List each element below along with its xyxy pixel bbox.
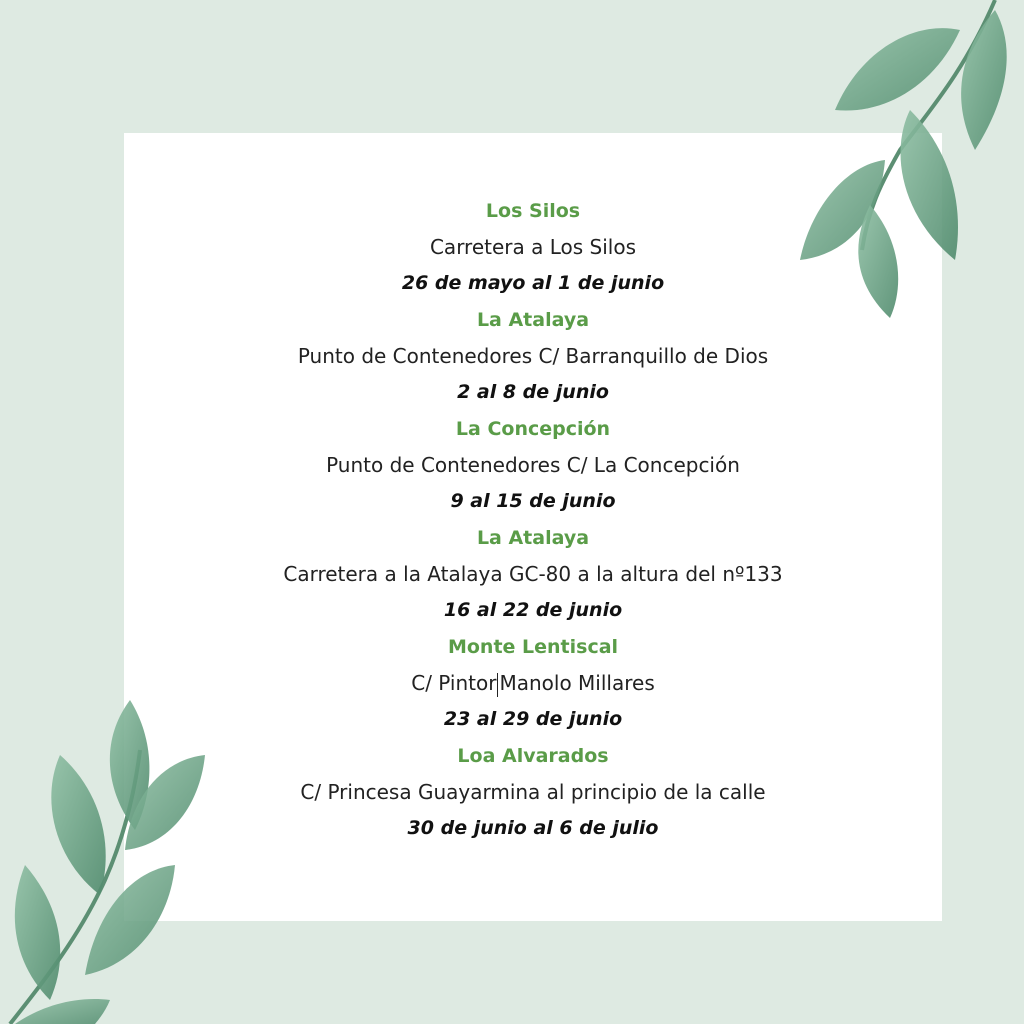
place-title: La Concepción: [455, 418, 611, 440]
date-range: 16 al 22 de junio: [443, 599, 623, 621]
place-title: Monte Lentiscal: [447, 636, 619, 658]
place-title: Loa Alvarados: [457, 745, 609, 767]
schedule-entry: [124, 302, 942, 411]
schedule-entry: [124, 411, 942, 520]
schedule-entry: [124, 738, 942, 847]
schedule-entry: [124, 629, 942, 738]
date-range: 30 de junio al 6 de julio: [407, 817, 659, 839]
place-title: La Atalaya: [476, 527, 590, 549]
date-range: 2 al 8 de junio: [457, 381, 609, 403]
place-title: La Atalaya: [476, 309, 590, 331]
date-range: 23 al 29 de junio: [443, 708, 623, 730]
schedule-entry: [124, 520, 942, 629]
place-address: Punto de Contenedores C/ La Concepción: [326, 453, 740, 477]
address-part: C/ Pintor: [411, 671, 497, 695]
place-address: C/ Princesa Guayarmina al principio de la calle: [300, 780, 766, 804]
place-address: [124, 665, 942, 701]
schedule-card: [124, 133, 942, 921]
date-range: 9 al 15 de junio: [450, 490, 616, 512]
place-address: Carretera a la Atalaya GC-80 a la altura del nº133: [283, 562, 783, 586]
place-title: Los Silos: [485, 200, 581, 222]
address-part: Manolo Millares: [499, 671, 655, 695]
date-range: 26 de mayo al 1 de junio: [401, 272, 665, 294]
schedule-entry: [124, 193, 942, 302]
place-address: Carretera a Los Silos: [429, 235, 637, 259]
place-address: Punto de Contenedores C/ Barranquillo de Dios: [297, 344, 769, 368]
schedule-list: [124, 193, 942, 847]
